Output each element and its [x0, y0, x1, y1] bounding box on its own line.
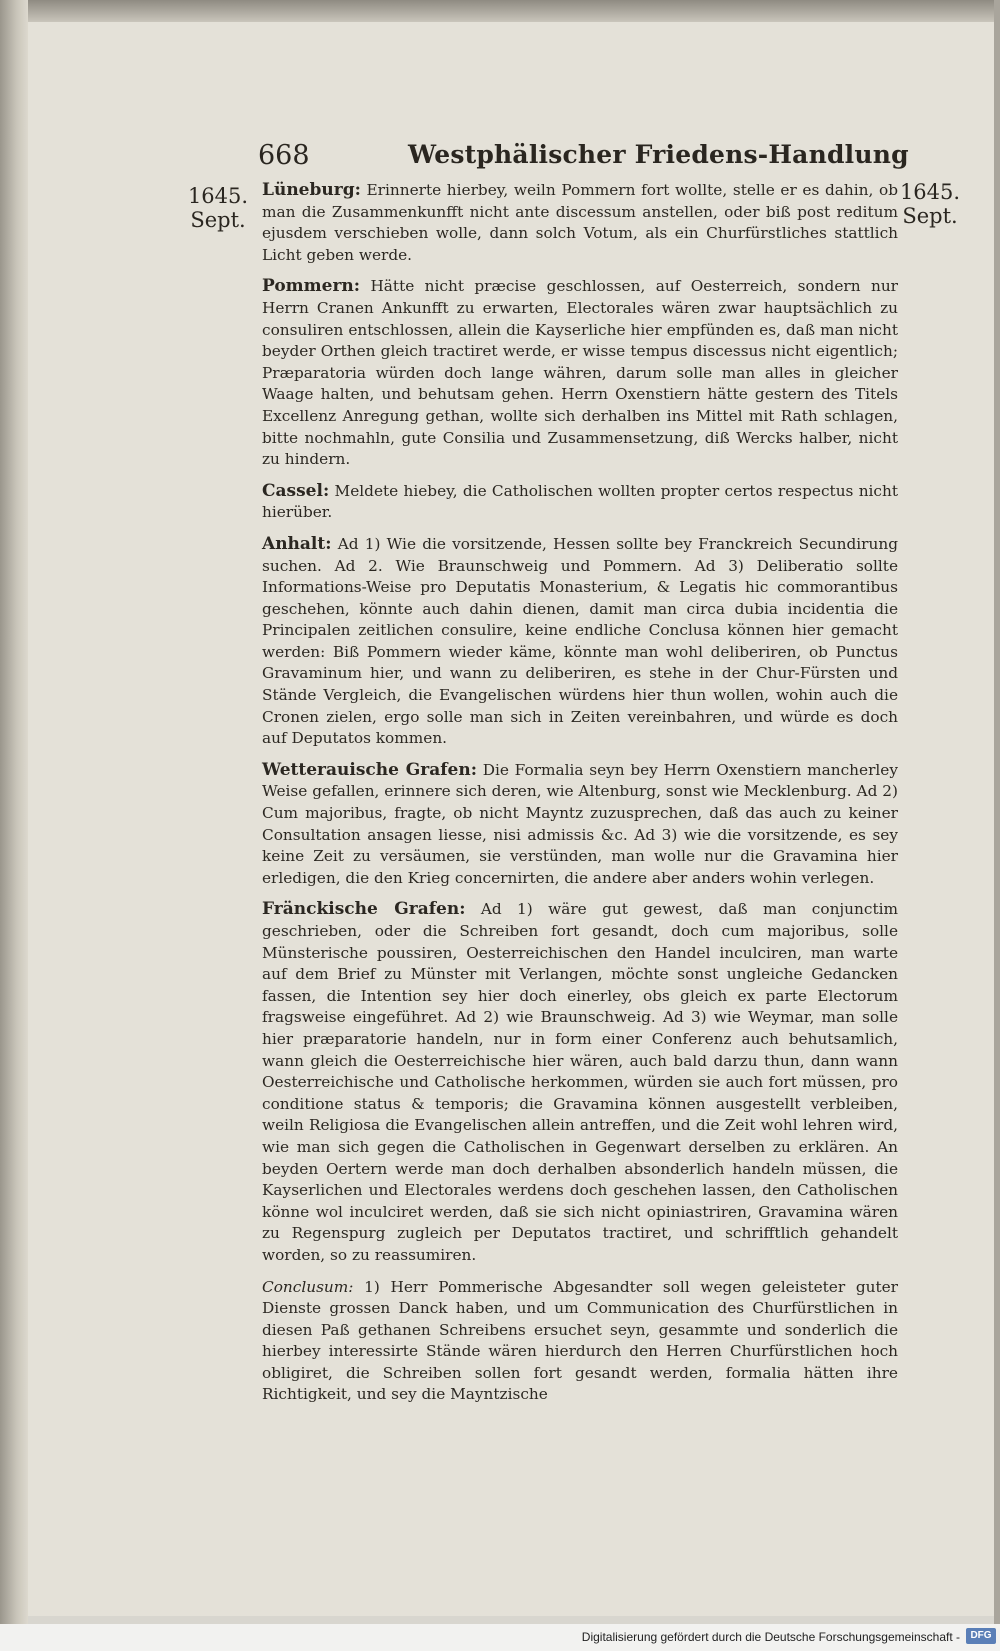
- running-title: Westphälischer Friedens-Handlung: [408, 140, 909, 169]
- page-number: 668: [258, 140, 310, 171]
- footer-credit: Digitalisierung gefördert durch die Deutsche Forschungsgemeinschaft -: [581, 1630, 960, 1644]
- top-edge: [0, 0, 1000, 22]
- paragraph: [262, 760, 898, 890]
- speaker-label: Fränckische Grafen:: [262, 899, 466, 920]
- paragraph-text: Die Formalia seyn bey Herrn Oxenstiern mancherley Weise gefallen, erinnere sich deren, wie Altenburg, sonst wie Mecklenburg. Ad 2) Cum majoribus, fragte, ob nicht Mayntz zuzusprechen, daß das auch zu keiner Consultation ansagen liesse, nisi admissis &c. Ad 3) wie die vorsitzende, es sey keine Zeit zu versäumen, sie verstünden, man wolle nur die Gravamina hier erledigen, die den Krieg concernirten, die andere aber anders wohin verlegen.: [262, 760, 898, 887]
- speaker-label: Anhalt:: [262, 533, 332, 554]
- paragraph-text: Ad 1) wäre gut gewest, daß man conjunctim geschrieben, oder die Schreiben fort gesandt, doch cum majoribus, solle Münsterische poussiren, Oesterreichischen den Handel inculciren, man warte auf dem Brief zu Münster mit Verlangen, möchte sonst ungleiche Gedancken fassen, die Intention sey hier doch einerley, obs gleich ex parte Electorum fragsweise eingeführet. Ad 2) wie Braunschweig. Ad 3) wie Weymar, man solle hier præparatorie handeln, nur in form einer Conferenz auch behutsamlich, wann gleich die Oesterreichische hier wären, auch bald darzu thun, dann wann Oesterreichische und Catholische herkommen, würden sie auch fort müssen, pro conditione status & temporis; die Gravamina können ausgestellt verbleiben, weiln Religiosa die Evangelischen allein antreffen, und die Zeit wohl lehren wird, wie man sich gegen die Catholischen in Gegenwart derselben zu erklären. An beyden Oertern werde man doch derhalben absonderlich handeln müssen, die Kayserlichen und Electorales werdens doch geschehen lassen, den Catholischen könne wol inculciret werden, daß sie sich nicht opiniastriren, Gravamina wären zu Regenspurg zugleich per Deputatos tractiret, und schrifftlich gehandelt worden, so zu reassumiren.: [262, 900, 898, 1264]
- paragraph: [262, 180, 898, 266]
- paragraph: [262, 481, 898, 524]
- speaker-label: Wetterauische Grafen:: [262, 759, 477, 780]
- right-edge: [994, 0, 1000, 1624]
- footer-bar: [0, 1624, 1000, 1651]
- paragraph: [262, 1277, 898, 1407]
- margin-month: Sept.: [902, 204, 958, 228]
- speaker-label: Pommern:: [262, 276, 361, 297]
- conclusum-label: Conclusum:: [262, 1277, 354, 1296]
- paragraph: [262, 899, 898, 1266]
- paragraph-text: Erinnerte hierbey, weiln Pommern fort wollte, stelle er es dahin, ob man die Zusammenkunfft nicht ante discessum anstellen, oder biß post reditum ejusdem verschieben wolle, dann solch Votum, als ein Churfürstliches stattlich Licht geben werde.: [262, 181, 898, 264]
- speaker-label: Cassel:: [262, 480, 330, 501]
- binding-gutter: [0, 0, 28, 1624]
- paragraph: [262, 534, 898, 750]
- right-margin-note: [898, 180, 962, 228]
- paragraph-text: Meldete hiebey, die Catholischen wollten propter certos respectus nicht hierüber.: [262, 481, 898, 522]
- paragraph-text: 1) Herr Pommerische Abgesandter soll wegen geleisteter guter Dienste grossen Danck haben, und um Communication des Churfürstlichen in diesen Paß gethanen Schreibens ersuchet seyn, gesammte und sonderlich die hierbey interessirte Stände wären hierdurch den Herren Churfürstlichen hoch obligiret, die Schreiben sollen fort gesandt werden, formalia hätten ihre Richtigkeit, und sey die Mayntzische: [262, 1277, 898, 1404]
- paragraph-text: Ad 1) Wie die vorsitzende, Hessen sollte bey Franckreich Secundirung suchen. Ad 2. Wie Braunschweig und Pommern. Ad 3) Deliberatio sollte Informations-Weise pro Deputatis Monasterium, & Legatis hic commorantibus geschehen, könnte auch dahin dienen, damit man circa dubia incidentia die Principalen zeitlichen consulire, keine endliche Conclusa können hier gemacht werden: Biß Pommern wieder käme, könnte man wohl deliberiren, ob Punctus Gravaminum hier, und wann zu deliberiren, es stehe in der Chur-Fürsten und Stände Vergleich, die Evangelischen würdens hier thun wollen, wohin auch die Cronen zielen, ergo solle man sich in Zeiten vereinbahren, und würde es doch auf Deputatos kommen.: [262, 534, 898, 748]
- page-header: [0, 136, 1000, 176]
- margin-year: 1645.: [187, 184, 249, 208]
- body-text: [262, 180, 898, 1416]
- speaker-label: Lüneburg:: [262, 180, 361, 200]
- margin-year: 1645.: [899, 180, 961, 204]
- left-margin-note: [186, 184, 250, 232]
- dfg-logo: DFG: [966, 1628, 996, 1644]
- paragraph-text: Hätte nicht præcise geschlossen, auf Oesterreich, sondern nur Herrn Cranen Ankunfft zu erwarten, Electorales wären zwar hauptsächlich zu consuliren entschlossen, allein die Kayserliche hier empfünden es, daß man nicht beyder Orthen gleich tractiret werde, er wisse tempus discessus nicht eigentlich; Præparatoria würden doch lange währen, darum solle man alles in gleicher Waage halten, und behutsam gehen. Herrn Oxenstiern hätte gestern des Titels Excellenz Anregung gethan, wollte sich derhalben ins Mittel mit Rath schlagen, bitte nochmahln, gute Consilia und Zusammensetzung, diß Wercks halber, nicht zu hindern.: [262, 277, 898, 469]
- paragraph: [262, 276, 898, 470]
- margin-month: Sept.: [190, 208, 246, 232]
